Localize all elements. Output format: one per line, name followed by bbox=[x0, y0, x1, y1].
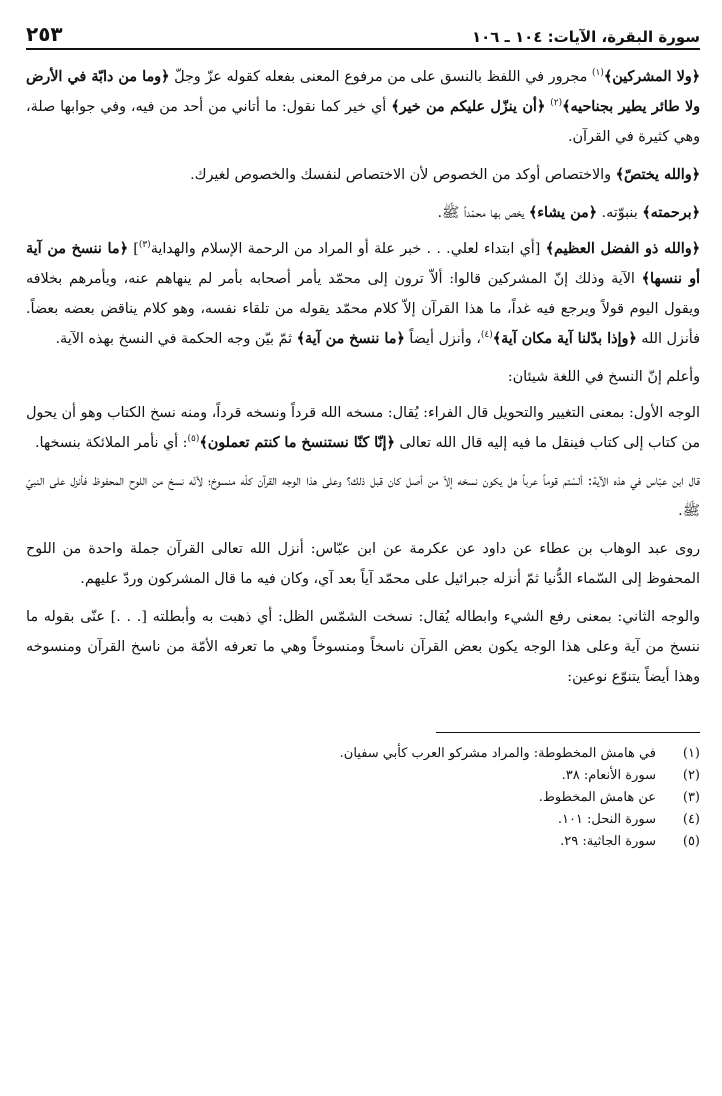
running-head: سورة البقرة، الآيات: ١٠٤ ـ ١٠٦ bbox=[471, 28, 700, 46]
quran-quote: ﴿من يشاء﴾ bbox=[528, 205, 597, 221]
footnote bbox=[26, 809, 700, 831]
footnote-text: سورة الجاثية: ٢٩. bbox=[560, 834, 656, 849]
footnote-number: (٥) bbox=[682, 834, 700, 849]
quran-quote: ﴿برحمته﴾ bbox=[642, 205, 700, 221]
footnote-text: سورة الأنعام: ٣٨. bbox=[561, 768, 656, 783]
text-run: الآية وذلك إنّ المشركين قالوا: ألاّ ترون إلى محمّد يأمر أصحابه بأمر لم ينهاهم عنه، ويأمرهم بخلافه ويقول اليوم قولاً ويرجع فيه غداً، ما هذا القرآن إلاّ كلام محمّد يقوله من تلقاء نفسه، وهو كلام يناقض بعضه بعضاً. فأنزل الله bbox=[26, 271, 700, 347]
footnote bbox=[26, 831, 700, 853]
footnote bbox=[26, 787, 700, 809]
paragraph-1 bbox=[26, 62, 700, 152]
footnote-ref: (٢) bbox=[550, 98, 563, 108]
footnote-rule bbox=[436, 732, 700, 733]
quran-quote: ﴿والله يختصّ﴾ bbox=[615, 167, 700, 183]
page-header bbox=[26, 14, 700, 46]
text-run: مجرور في اللفظ بالنسق على من مرفوع المعنى بفعله كقوله عزّ وجلّ bbox=[169, 69, 592, 85]
text-run: ، وأنزل أيضاً bbox=[404, 331, 481, 347]
text-run: والاختصاص أوكد من الخصوص لأن الاختصاص لنفسك والخصوص لغيرك. bbox=[190, 167, 616, 183]
paragraph-5 bbox=[26, 362, 700, 392]
page-number: ٢٥٣ bbox=[26, 22, 63, 46]
quran-quote: ﴿ما ننسخ من آية﴾ bbox=[296, 331, 405, 347]
text-run: بنبوّته. bbox=[597, 205, 643, 221]
header-rule bbox=[26, 48, 700, 50]
paragraph-4 bbox=[26, 234, 700, 354]
paragraph-3 bbox=[26, 198, 700, 228]
text-run: قال ابن عبّاس في هذه الآية: ألسْتم قوماً عرباً هل يكون نسخه إلاّ من أصل كان قبل ذلك؟ وعلى هذا الوجه القرآن كلّه منسوخ؛ لأنّه نسخ من اللوح المحفوظ فأنزل على النبيّ ﷺ. bbox=[26, 473, 700, 519]
footnotes bbox=[26, 743, 700, 853]
footnote-number: (٣) bbox=[682, 790, 700, 805]
footnote-text: عن هامش المخطوط. bbox=[538, 790, 656, 805]
quran-quote: ﴿والله ذو الفضل العظيم﴾ bbox=[545, 241, 700, 257]
paragraph-7 bbox=[26, 466, 700, 526]
text-run: ثمّ بيّن وجه الحكمة في النسخ بهذه الآية. bbox=[55, 331, 297, 347]
text-run: والوجه الثاني: بمعنى رفع الشيء وابطاله يُقال: نسخت الشمّس الظل: أي ذهبت به وأبطلته [. . .] عنّى بقوله ما ننسخ من آية وعلى هذا الوجه يكون بعض القرآن ناسخاً ومنسوخاً وهي ما تعرفه الأمّة من ناسخ القرآن ومنسوخه وهذا أيضاً يتنوّع نوعين: bbox=[26, 609, 700, 685]
footnote-ref: (١) bbox=[591, 68, 604, 78]
text-run: الوجه الأول: بمعنى التغيير والتحويل قال الفراء: يُقال: مسخه الله قرداً ونسخه قرداً، ومنه نسخ الكتاب وهو أن يحول من كتاب إلى كتاب فينقل ما فيه إليه قال الله تعالى bbox=[26, 405, 700, 451]
text-run: [أي ابتداء لعلي. . . خبر علة أو المراد من الرحمة الإسلام والهداية bbox=[150, 241, 546, 257]
quran-quote: ﴿ما ننسخ من آية أو ننسها﴾ bbox=[26, 241, 700, 287]
footnote-ref: (٤) bbox=[480, 330, 493, 340]
quran-quote: ﴿وما من دابّة في الأرض ولا طائر يطير بجناحيه﴾ bbox=[26, 69, 701, 115]
quran-quote: ﴿إنّا كنّا نستنسخ ما كنتم تعملون﴾ bbox=[199, 435, 395, 451]
text-run: روى عبد الوهاب بن عطاء عن داود عن عكرمة عن ابن عبّاس: أنزل الله تعالى القرآن جملة واحدة من اللوح المحفوظ إلى السّماء الدُّنيا ثمّ أنزله جبرائيل على محمّد آياً بعد آي، وكان فيه ما قال المشركون وردّ عليهم. bbox=[26, 541, 700, 587]
footnote-text: في هامش المخطوطة: والمراد مشركو العرب كأبي سفيان. bbox=[339, 746, 656, 761]
text-run: ] bbox=[127, 241, 139, 257]
footnote-number: (١) bbox=[682, 746, 700, 761]
text-run: : أي نأمر الملائكة بنسخها. bbox=[35, 435, 188, 451]
page-body bbox=[26, 62, 700, 692]
footnote bbox=[26, 765, 700, 787]
paragraph-2 bbox=[26, 160, 700, 190]
quran-quote: ﴿ولا المشركين﴾ bbox=[603, 69, 701, 85]
quran-quote: ﴿وإذا بدّلنا آية مكان آية﴾ bbox=[492, 331, 637, 347]
footnote-ref: (٣) bbox=[138, 240, 151, 250]
footnote-text: سورة النحل: ١٠١. bbox=[557, 812, 656, 827]
footnote-number: (٤) bbox=[682, 812, 700, 827]
text-run: يخص بها محمّداً ﷺ. bbox=[437, 205, 529, 221]
footnote-number: (٢) bbox=[682, 768, 700, 783]
footnote bbox=[26, 743, 700, 765]
paragraph-8 bbox=[26, 534, 700, 594]
paragraph-6 bbox=[26, 398, 700, 458]
text-run: أي خير كما نقول: ما أتاني من أحد من فيه، وفي جوابها صلة، وهي كثيرة في القرآن. bbox=[26, 99, 700, 145]
text-run: وأعلم إنّ النسخ في اللغة شيئان: bbox=[507, 369, 700, 385]
quran-quote: ﴿أن ينزّل عليكم من خير﴾ bbox=[391, 99, 546, 115]
paragraph-9 bbox=[26, 602, 700, 692]
footnote-ref: (٥) bbox=[187, 434, 200, 444]
